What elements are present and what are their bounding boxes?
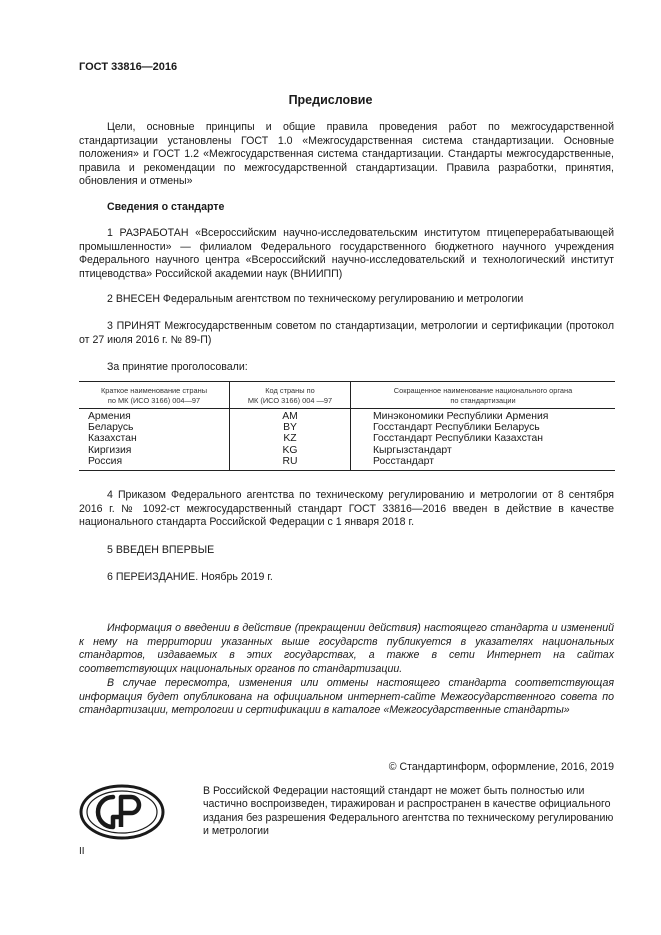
info-item-5: 5 ВВЕДЕН ВПЕРВЫЕ [107, 544, 215, 556]
notice-paragraph-2 [79, 677, 614, 718]
code-cell: AM [282, 411, 298, 422]
voting-countries-table [79, 381, 615, 471]
country-column-header [79, 382, 230, 409]
code-cell: BY [283, 422, 297, 434]
country-cell: Казахстан [88, 433, 137, 445]
legal-notice [203, 785, 614, 839]
agency-header-line2: по стандартизации [450, 395, 516, 405]
agency-cell: Росстандарт [373, 455, 434, 467]
country-cell: Беларусь [88, 422, 134, 434]
agency-cell-list [351, 409, 616, 471]
code-column-header [230, 382, 351, 409]
info-item-2-text: 2 ВНЕСЕН Федеральным агентством по техническому регулированию и метрологии [107, 293, 524, 305]
info-item-3-text: 3 ПРИНЯТ Межгосударственным советом по стандартизации, метрологии и сертификации (протокол от 27 июля 2016 г. № 89-П) [79, 320, 614, 346]
agency-column-header [351, 382, 616, 409]
agency-cell: Кыргызстандарт [373, 444, 452, 456]
notice-paragraph-2-text: В случае пересмотра, изменения или отмены настоящего стандарта соответствующая информация будет опубликована на официальном интернет-сайте Межгосударственного совета по стандартизации, метрологии и сертификации в каталоге «Межгосударственные стандарты» [79, 677, 614, 717]
country-cell: Армения [88, 411, 131, 422]
code-cell: KG [282, 444, 298, 456]
agency-cell: Госстандарт Республики Беларусь [373, 422, 540, 434]
code-cell: RU [282, 455, 298, 467]
info-item-3 [79, 320, 614, 347]
voted-label: За принятие проголосовали: [107, 361, 248, 373]
country-cell: Россия [88, 455, 123, 467]
code-header-line1: Код страны по [265, 386, 315, 395]
preface-title: Предисловие [288, 93, 373, 107]
country-header-line2: по МК (ИСО 3166) 004—97 [107, 395, 201, 405]
code-header-line2: МК (ИСО 3166) 004 —97 [247, 395, 333, 405]
country-cell-list [79, 409, 230, 471]
agency-cell: Минэкономики Республики Армения [373, 411, 549, 422]
info-item-4-text: 4 Приказом Федерального агентства по техническому регулированию и метрологии от 8 сентября 2016 г. № 1092-ст межгосударственный стандарт ГОСТ 33816—2016 введен в действие в качестве национального стандарта Российской Федерации с 1 января 2018 г. [79, 489, 614, 529]
info-item-1 [79, 227, 614, 281]
code-cell: KZ [283, 433, 297, 445]
info-heading: Сведения о стандарте [107, 201, 225, 213]
country-cell: Киргизия [88, 444, 132, 456]
info-item-2 [79, 293, 614, 307]
agency-header-line1: Сокращенное наименование национального органа [393, 386, 573, 395]
info-item-4 [79, 489, 614, 530]
code-cell-list [230, 409, 351, 471]
country-header-line1: Краткое наименование страны [100, 386, 208, 395]
info-item-6: 6 ПЕРЕИЗДАНИЕ. Ноябрь 2019 г. [107, 571, 273, 583]
legal-notice-text: В Российской Федерации настоящий стандарт не может быть полностью или частично воспроизведен, тиражирован и распространен в качестве официального издания без разрешения Федерального агентства по техническому регулированию и метрологии [203, 785, 614, 838]
notice-paragraph-1-text: Информация о введении в действие (прекращении действия) настоящего стандарта и изменений к нему на территории указанных выше государств публикуется в указателях национальных стандартов, издаваемых в этих государствах, а также в сети Интернет на сайтах соответствующих национальных органов по стандартизации. [79, 622, 614, 675]
preface-intro-text: Цели, основные принципы и общие правила проведения работ по межгосударственной стандартизации установлены ГОСТ 1.0 «Межгосударственная система стандартизации. Основные положения» и ГОСТ 1.2 «Межгосударственная система стандартизации. Стандарты межгосударственные, правила и рекомендации по межгосударственной стандартизации. Правила разработки, принятия, обновления и отмены» [79, 121, 614, 188]
standard-number: ГОСТ 33816—2016 [79, 61, 178, 73]
copyright-line: © Стандартинформ, оформление, 2016, 2019 [388, 761, 614, 773]
preface-intro [79, 121, 614, 189]
page-number: II [79, 846, 85, 857]
agency-cell: Госстандарт Республики Казахстан [373, 433, 543, 445]
table-header-row [79, 382, 615, 409]
info-item-1-text: 1 РАЗРАБОТАН «Всероссийским научно-исследовательским институтом птицеперерабатывающей промышленности» — филиалом Федерального государственного бюджетного научного учреждения Федерального научного центра «Всероссийский научно-исследовательский и технологический институт птицеводства» Российской академии наук (ВНИИПП) [79, 227, 614, 280]
gost-r-logo-icon [79, 784, 165, 840]
table-row [79, 409, 615, 471]
notice-paragraph-1 [79, 622, 614, 676]
